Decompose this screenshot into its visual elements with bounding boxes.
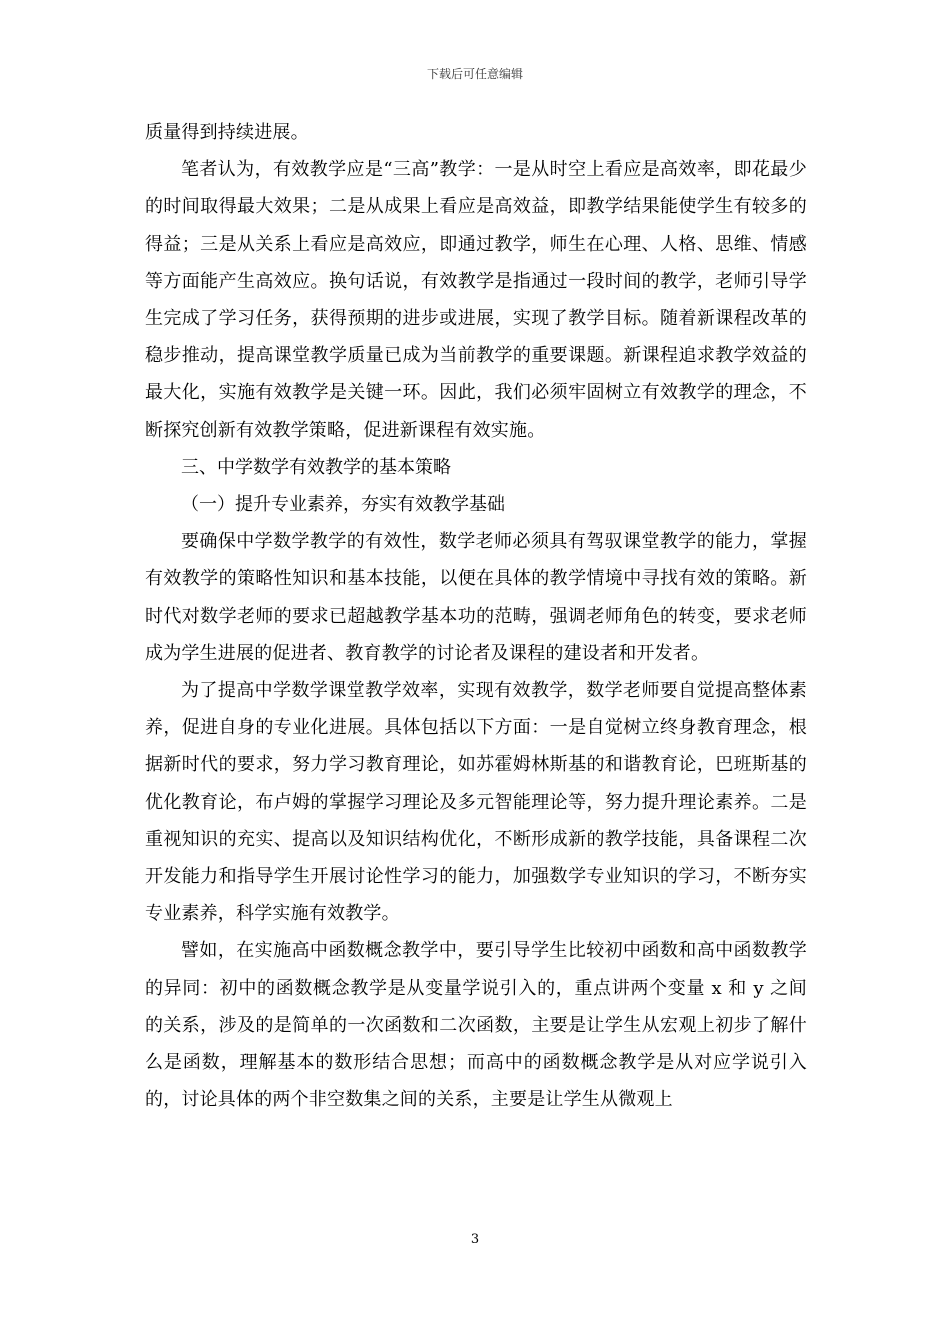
section-heading: 三、中学数学有效教学的基本策略	[181, 456, 451, 478]
document-body	[145, 114, 807, 1118]
page-header: 下载后可任意编辑	[426, 67, 523, 81]
subsection-heading: （一）提升专业素养，夯实有效教学基础	[181, 494, 505, 516]
paragraph-professional-growth: 为了提高中学数学课堂教学效率，实现有效教学，数学老师要自觉提高整体素养，促进自身的专业化进展。具体包括以下方面：一是自觉树立终身教育理念，根据新时代的要求，努力学习教育理论，如苏霍姆林斯基的和谐教育论，巴班斯基的优化教育论，布卢姆的掌握学习理论及多元智能理论等，努力提升理论素养。二是重视知识的充实、提高以及知识结构优化，不断形成新的教学技能，具备课程二次开发能力和指导学生开展讨论性学习的能力，加强数学专业知识的学习，不断夯实专业素养，科学实施有效教学。	[145, 680, 807, 925]
paragraph-three-highs: 笔者认为，有效教学应是“三高”教学：一是从时空上看应是高效率，即花最少的时间取得最大效果；二是从成果上看应是高效益，即教学结果能使学生有较多的得益；三是从关系上看应是高效应，即通过教学，师生在心理、人格、思维、情感等方面能产生高效应。换句话说，有效教学是指通过一段时间的教学，老师引导学生完成了学习任务，获得预期的进步或进展，实现了教学目标。随着新课程改革的稳步推动，提高课堂教学质量已成为当前教学的重要课题。新课程追求教学效益的最大化，实施有效教学是关键一环。因此，我们必须牢固树立有效教学的理念，不断探究创新有效教学策略，促进新课程有效实施。	[145, 159, 807, 441]
paragraph-function-example: 譬如，在实施高中函数概念教学中，要引导学生比较初中函数和高中函数教学的异同：初中的函数概念教学是从变量学说引入的，重点讲两个变量 x 和 y 之间的关系，涉及的是简单的一次函数和二次函数，主要是让学生从宏观上初步了解什么是函数，理解基本的数形结合思想；而高中的函数概念教学是从对应学说引入的，讨论具体的两个非空数集之间的关系，主要是让学生从微观上	[145, 940, 807, 1111]
page-number: 3	[470, 1232, 480, 1247]
paragraph-teacher-ability: 要确保中学数学教学的有效性，数学老师必须具有驾驭课堂教学的能力，掌握有效教学的策略性知识和基本技能，以便在具体的教学情境中寻找有效的策略。新时代对数学老师的要求已超越教学基本功的范畴，强调老师角色的转变，要求老师成为学生进展的促进者、教育教学的讨论者及课程的建设者和开发者。	[145, 531, 807, 664]
paragraph-continuation: 质量得到持续进展。	[145, 122, 309, 143]
